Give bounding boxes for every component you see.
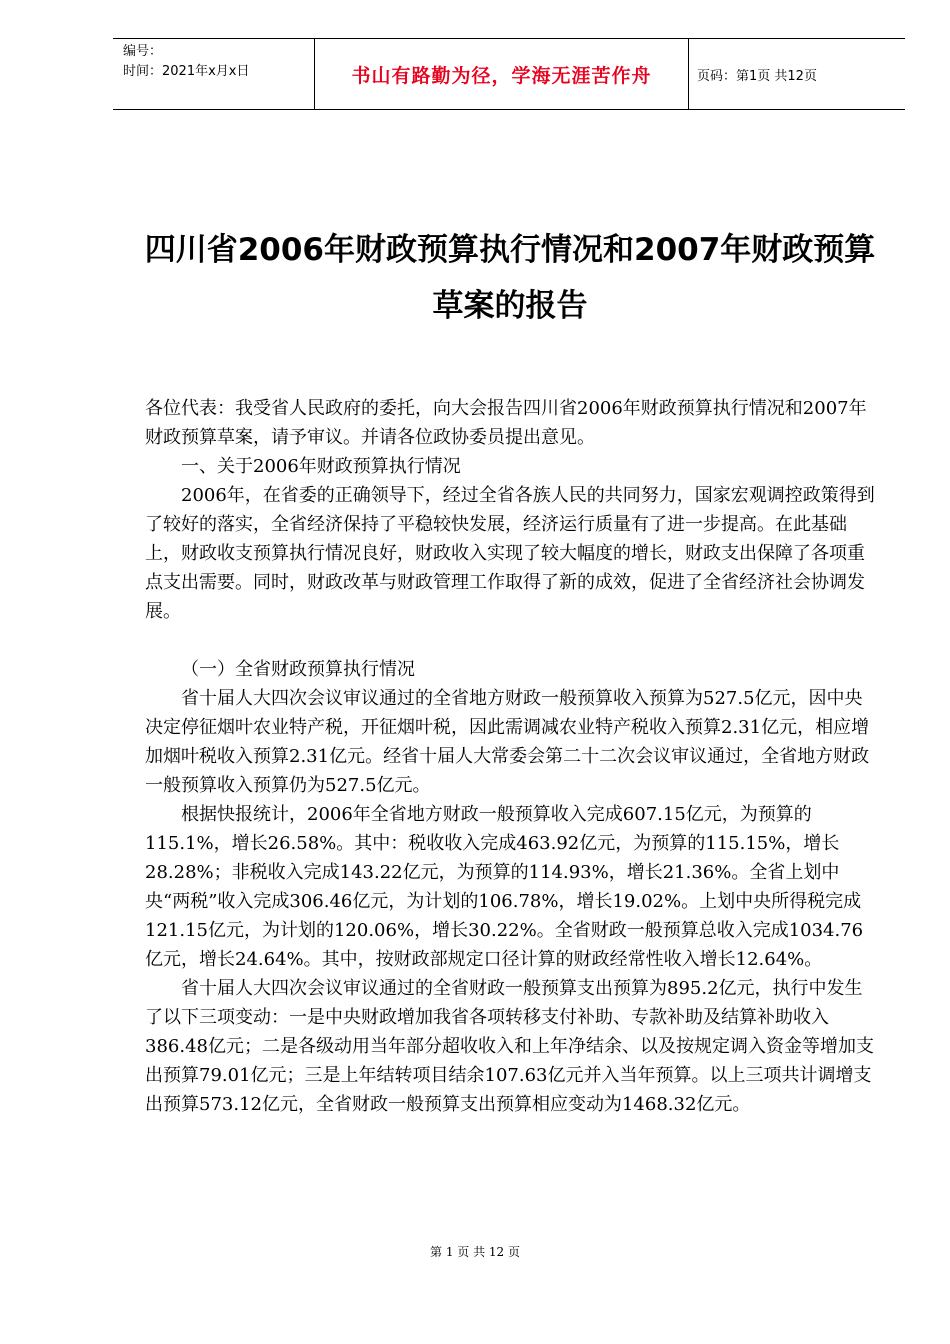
body-paragraph: 2006年，在省委的正确领导下，经过全省各族人民的共同努力，国家宏观调控政策得到了较好的落实，全省经济保持了平稳较快发展，经济运行质量有了进一步提高。在此基础上，财政收支预算执行情况良好，财政收入实现了较大幅度的增长，财政支出保障了各项重点支出需要。同时，财政改革与财政管理工作取得了新的成效，促进了全省经济社会协调发展。: [145, 485, 875, 622]
page-header: [113, 38, 905, 110]
page-footer: 第 1 页 共 12 页: [430, 1245, 520, 1259]
body-paragraph: 省十届人大四次会议审议通过的全省财政一般预算支出预算为895.2亿元，执行中发生了以下三项变动：一是中央财政增加我省各项转移支付补助、专款补助及结算补助收入386.48亿元；二是各级动用当年部分超收收入和上年净结余、以及按规定调入资金等增加支出预算79.01亿元；三是上年结转项目结余107.63亿元并入当年预算。以上三项共计调增支出预算573.12亿元，全省财政一般预算支出预算相应变动为1468.32亿元。: [145, 978, 874, 1115]
section-heading: 一、关于2006年财政预算执行情况: [181, 456, 461, 477]
subsection-heading: （一）全省财政预算执行情况: [181, 659, 415, 680]
number-label: 编号：: [123, 44, 163, 59]
document-body: [145, 394, 875, 1119]
header-page-info: 页码：第1页 共12页: [697, 68, 817, 84]
document-title: [120, 222, 900, 334]
salutation-paragraph: 各位代表：我受省人民政府的委托，向大会报告四川省2006年财政预算执行情况和2007年财政预算草案，请予审议。并请各位政协委员提出意见。: [145, 398, 867, 448]
body-paragraph: 根据快报统计，2006年全省地方财政一般预算收入完成607.15亿元，为预算的115.1%，增长26.58%。其中：税收收入完成463.92亿元，为预算的115.15%，增长28.28%；非税收入完成143.22亿元，为预算的114.93%，增长21.36%。全省上划中央“两税”收入完成306.46亿元，为计划的106.78%，增长19.02%。上划中央所得税完成121.15亿元，为计划的120.06%，增长30.22%。全省财政一般预算总收入完成1034.76亿元，增长24.64%。其中，按财政部规定口径计算的财政经常性收入增长12.64%。: [145, 804, 864, 970]
header-motto: [315, 39, 689, 109]
title-line-2: 草案的报告: [432, 288, 588, 324]
header-meta: [113, 39, 315, 109]
body-paragraph: 省十届人大四次会议审议通过的全省地方财政一般预算收入预算为527.5亿元，因中央决定停征烟叶农业特产税，开征烟叶税，因此需调减农业特产税收入预算2.31亿元，相应增加烟叶税收入预算2.31亿元。经省十届人大常委会第二十二次会议审议通过，全省地方财政一般预算收入预算仍为527.5亿元。: [145, 688, 870, 796]
motto-text: 书山有路勤为径，学海无涯苦作舟: [351, 64, 652, 87]
date-label: 时间：2021年x月x日: [123, 64, 250, 79]
title-line-1: 四川省2006年财政预算执行情况和2007年财政预算: [144, 232, 876, 268]
